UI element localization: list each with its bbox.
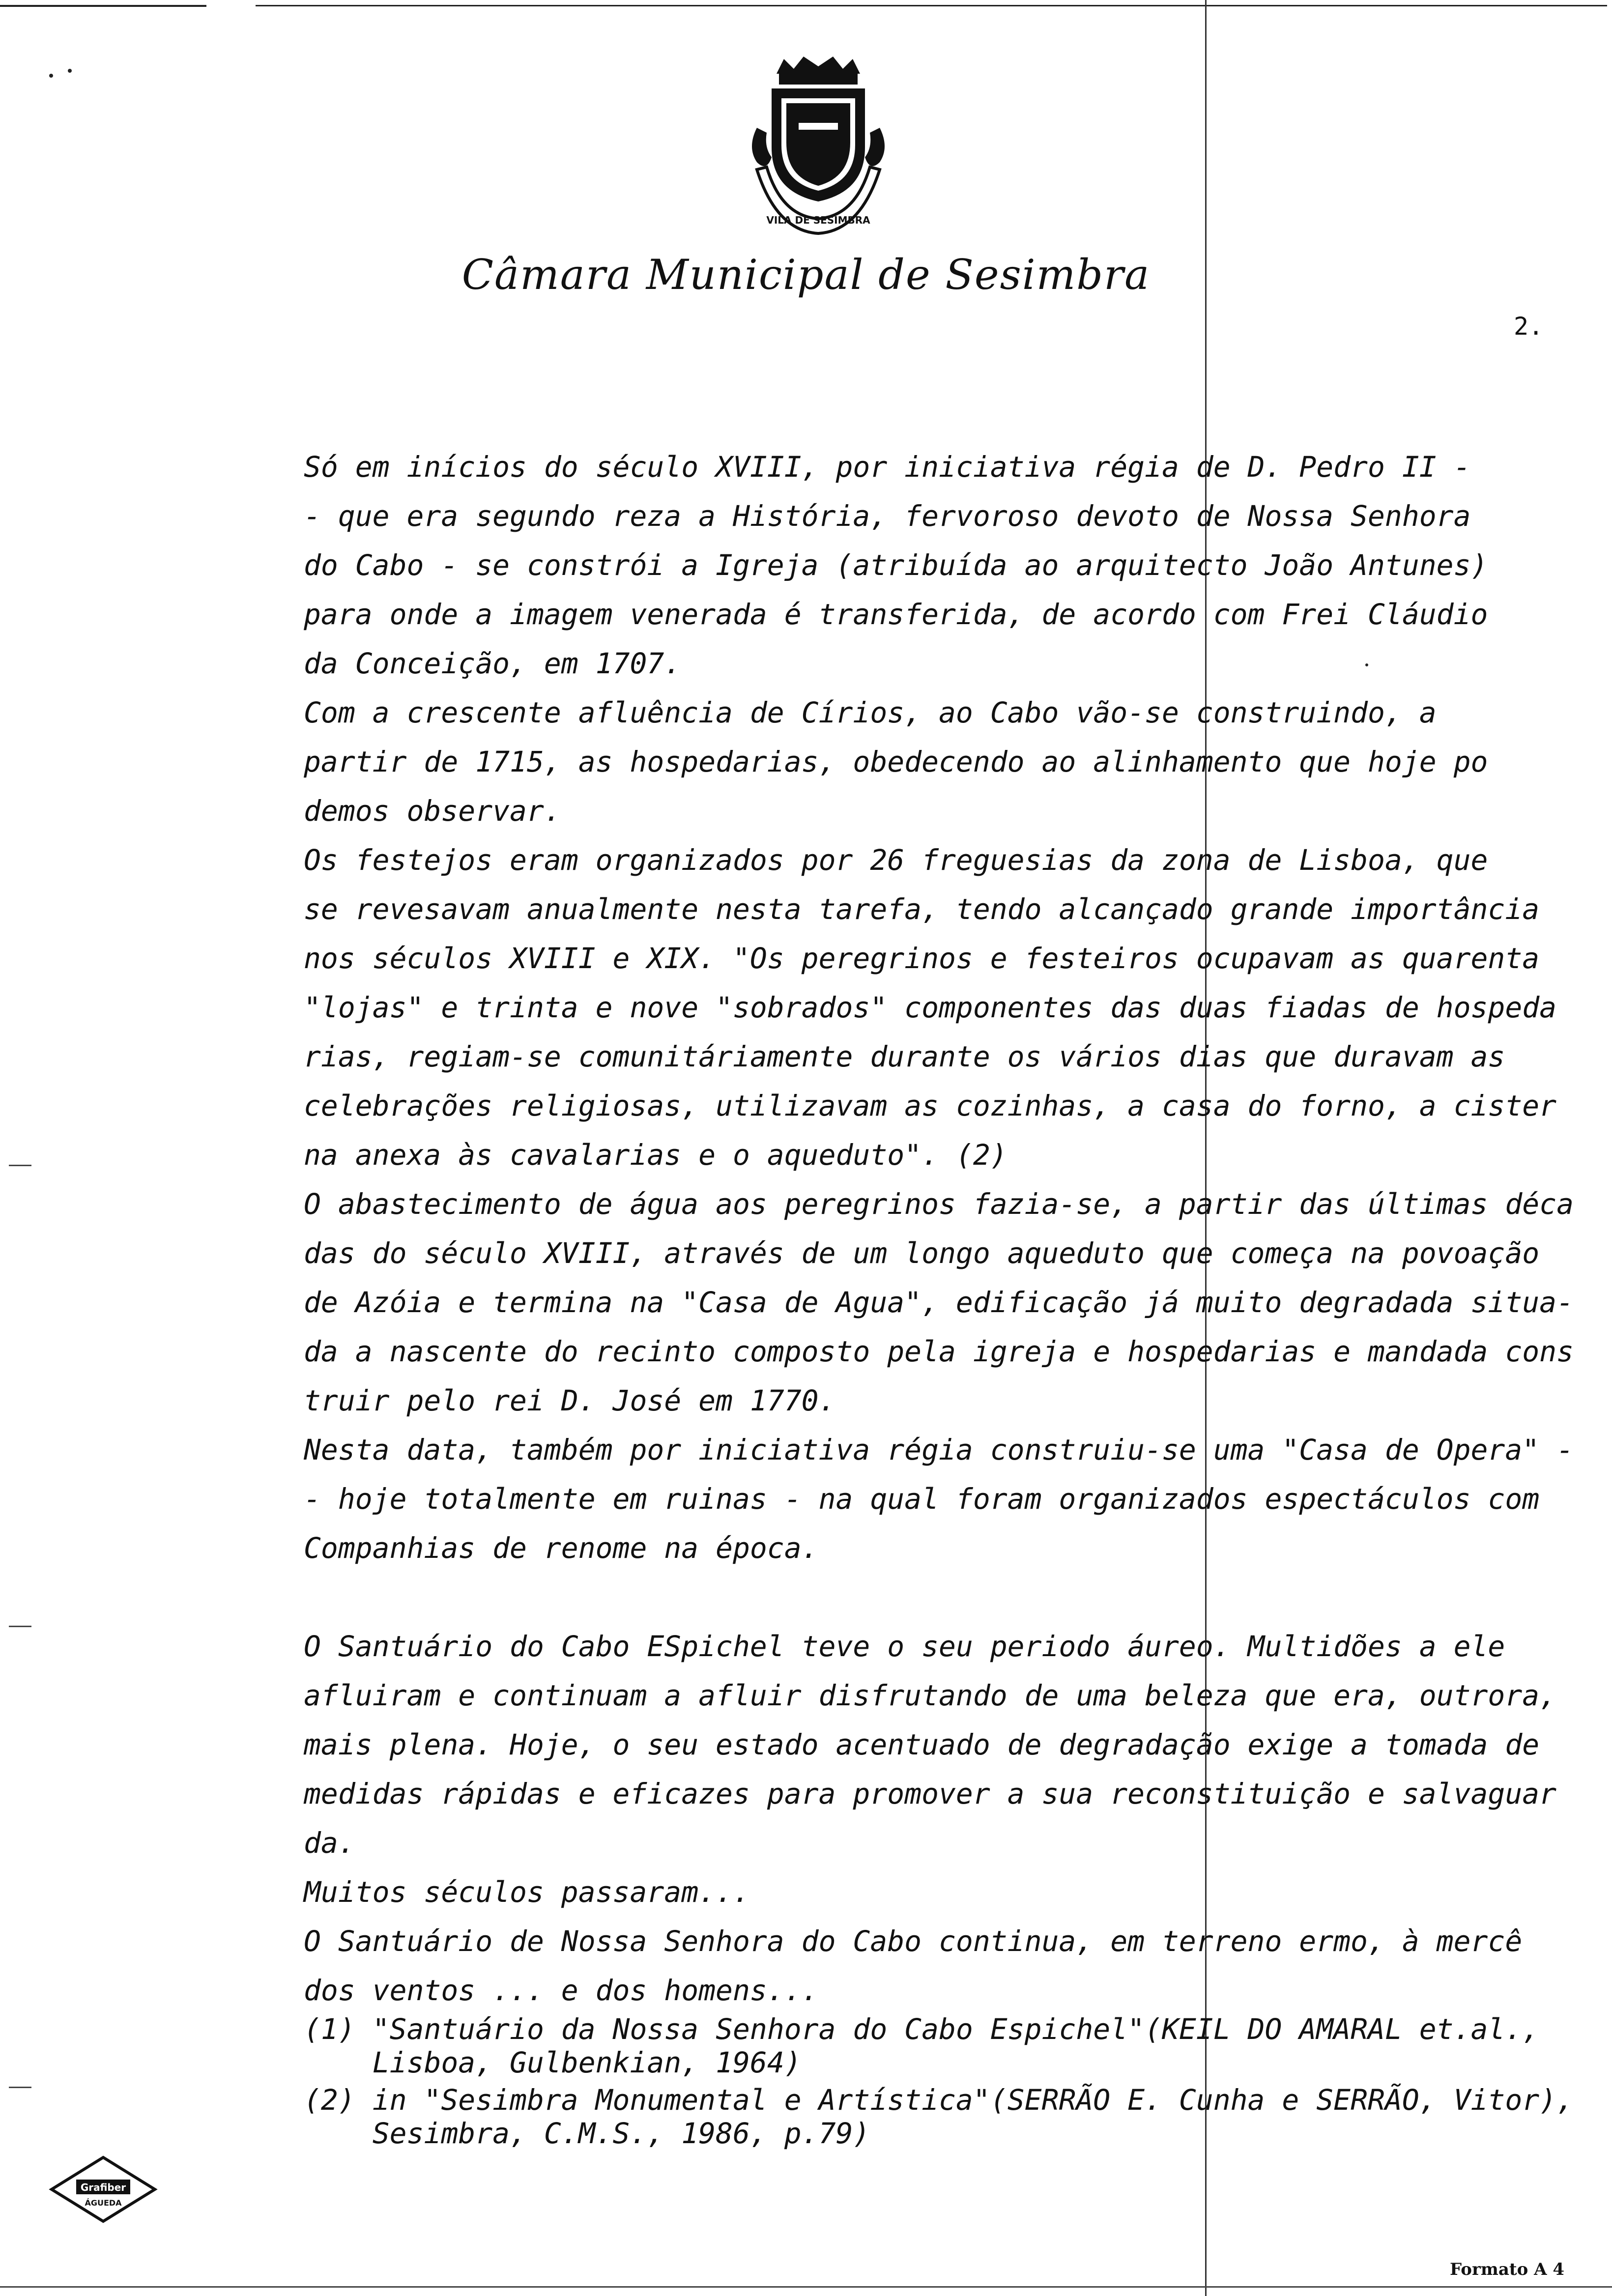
text-line: Companhias de renome na época. [304, 1531, 819, 1565]
text-line: da Conceição, em 1707. [304, 647, 682, 680]
text-line: da a nascente do recinto composto pela igreja e hospedarias e mandada cons [304, 1335, 1574, 1368]
text-line: Nesta data, também por iniciativa régia construiu-se uma "Casa de Opera" - [304, 1433, 1574, 1466]
svg-text:VILA DE SESIMBRA: VILA DE SESIMBRA [766, 214, 870, 226]
text-line: da. [304, 1826, 355, 1860]
footnote-marker: (1) [304, 2012, 355, 2046]
footnote-text: Sesimbra, C.M.S., 1986, p.79) [372, 2117, 870, 2150]
footnote [304, 2083, 1574, 2150]
footnotes [304, 2012, 1574, 2154]
scan-dot [49, 74, 53, 78]
text-line: Os festejos eram organizados por 26 freguesias da zona de Lisboa, que [304, 843, 1488, 877]
text-line: afluiram e continuam a afluir disfrutando de uma beleza que era, outrora, [304, 1679, 1557, 1712]
text-line: se revesavam anualmente nesta tarefa, tendo alcançado grande importância [304, 892, 1540, 926]
format-label: Formato A 4 [1450, 2260, 1564, 2279]
text-line: na anexa às cavalarias e o aqueduto". (2) [304, 1138, 1008, 1172]
footnote-marker: (2) [304, 2083, 355, 2117]
footnote-text: in "Sesimbra Monumental e Artística"(SERRÃO E. Cunha e SERRÃO, Vitor), [372, 2083, 1574, 2117]
text-line: Muitos séculos passaram... [304, 1875, 750, 1909]
text-line: Só em inícios do século XVIII, por iniciativa régia de D. Pedro II - [304, 450, 1471, 484]
text-line: para onde a imagem venerada é transferida, de acordo com Frei Cláudio [304, 598, 1488, 631]
text-line: Com a crescente afluência de Círios, ao Cabo vão-se construindo, a [304, 696, 1437, 729]
text-line: nos séculos XVIII e XIX. "Os peregrinos e festeiros ocupavam as quarenta [304, 942, 1540, 975]
page-number: 2. [1514, 312, 1544, 341]
top-rule [0, 5, 206, 7]
text-line: - que era segundo reza a História, fervoroso devoto de Nossa Senhora [304, 499, 1471, 533]
text-line: medidas rápidas e eficazes para promover a sua reconstituição e salvaguar [304, 1777, 1557, 1810]
top-rule [256, 5, 1607, 6]
margin-tick [9, 2087, 31, 2088]
body-text [304, 442, 1574, 2015]
text-line: dos ventos ... e dos homens... [304, 1974, 819, 2007]
text-line: celebrações religiosas, utilizavam as cozinhas, a casa do forno, a cister [304, 1089, 1557, 1122]
printer-logo-name: Grafiber [80, 2181, 126, 2193]
text-line: "lojas" e trinta e nove "sobrados" componentes das duas fiadas de hospeda [304, 991, 1557, 1024]
text-line: mais plena. Hoje, o seu estado acentuado de degradação exige a tomada de [304, 1728, 1540, 1761]
letterhead-title: Câmara Municipal de Sesimbra [461, 251, 1151, 299]
footnote-text: "Santuário da Nossa Senhora do Cabo Espichel"(KEIL DO AMARAL et.al., [372, 2012, 1540, 2046]
margin-tick [9, 1165, 31, 1166]
margin-tick [9, 1626, 31, 1627]
bottom-rule [0, 2286, 1612, 2288]
text-line: O abastecimento de água aos peregrinos fazia-se, a partir das últimas déca [304, 1187, 1574, 1221]
text-line: partir de 1715, as hospedarias, obedecendo ao alinhamento que hoje po [304, 745, 1488, 778]
text-line: O Santuário de Nossa Senhora do Cabo continua, em terreno ermo, à mercê [304, 1924, 1523, 1958]
text-line: das do século XVIII, através de um longo aqueduto que começa na povoação [304, 1236, 1540, 1270]
footnote [304, 2012, 1542, 2079]
printer-logo-place: ÁGUEDA [85, 2198, 122, 2208]
text-line: O Santuário do Cabo ESpichel teve o seu periodo áureo. Multidões a ele [304, 1630, 1505, 1663]
text-line: - hoje totalmente em ruinas - na qual foram organizados espectáculos com [304, 1482, 1540, 1516]
printer-logo-icon [47, 2152, 160, 2226]
text-line: rias, regiam-se comunitáriamente durante os vários dias que duravam as [304, 1040, 1505, 1073]
text-line: do Cabo - se constrói a Igreja (atribuída ao arquitecto João Antunes) [304, 548, 1488, 582]
scan-dot [68, 69, 72, 73]
text-line: demos observar. [304, 794, 561, 828]
municipal-crest-icon [737, 54, 899, 241]
text-line: de Azóia e termina na "Casa de Agua", edificação já muito degradada situa- [304, 1286, 1574, 1319]
footnote-text: Lisboa, Gulbenkian, 1964) [372, 2046, 802, 2079]
text-line: truir pelo rei D. José em 1770. [304, 1384, 836, 1417]
